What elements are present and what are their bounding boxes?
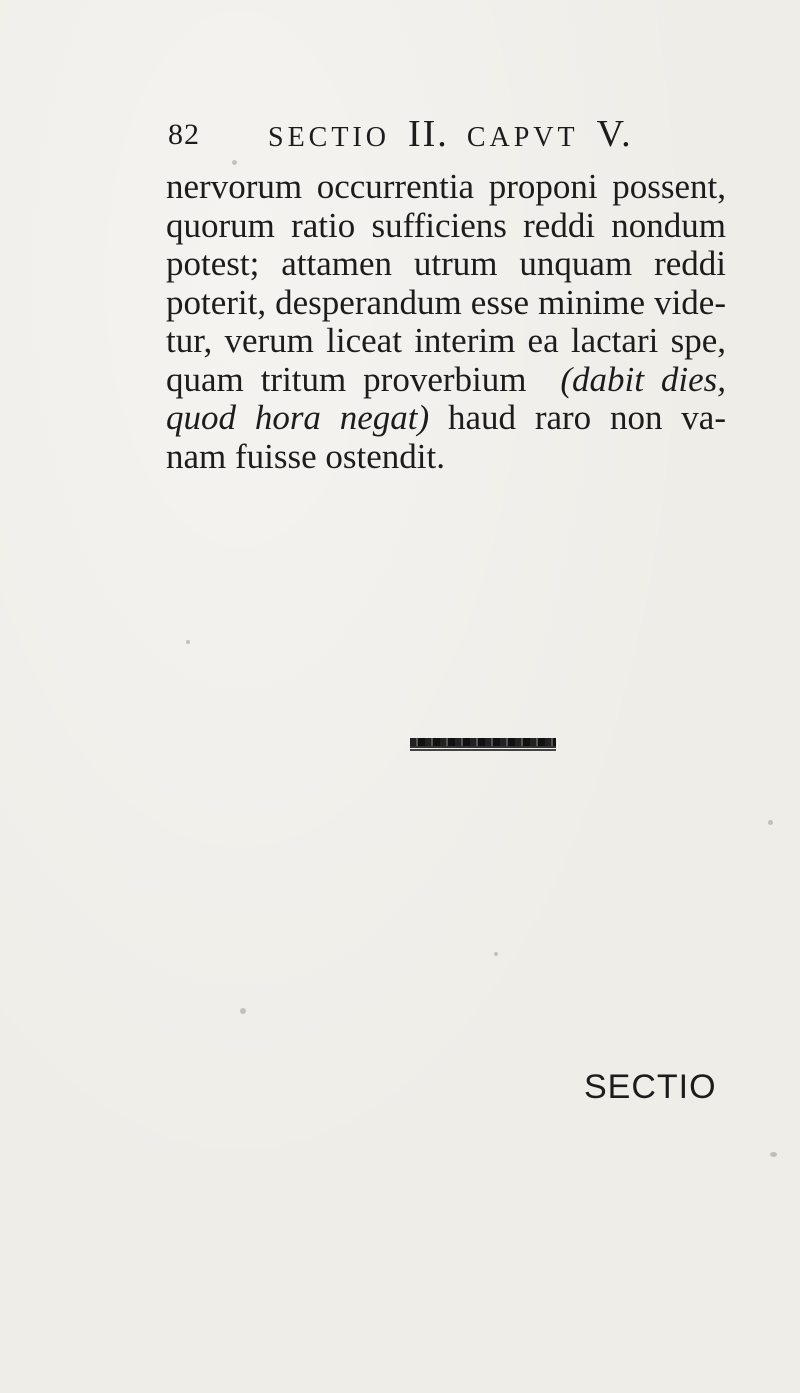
text-line: tur, verum liceat interim ea lactari spe,	[166, 321, 726, 360]
paper-speck	[232, 160, 237, 165]
text-line	[166, 361, 726, 400]
text-segment: haud raro non va-	[447, 398, 726, 437]
text-line: potest; attamen utrum unquam reddi	[166, 244, 726, 283]
chapter-word: CAPVT	[466, 122, 579, 153]
divider-rule	[410, 738, 556, 748]
body-paragraph	[166, 168, 726, 476]
text-segment: quam tritum proverbium	[166, 359, 527, 399]
italic-segment: (dabit dies,	[560, 359, 727, 399]
paper-speck	[240, 1008, 246, 1014]
text-line: poterit, desperandum esse minime vide-	[166, 282, 726, 322]
paper-speck	[186, 640, 190, 644]
section-word: SECTIO	[268, 122, 390, 153]
page-number: 82	[168, 118, 200, 151]
running-header	[168, 112, 728, 155]
text-line: quorum ratio sufficiens reddi nondum	[166, 205, 726, 245]
text-line: nervorum occurrentia proponi possent,	[166, 167, 726, 206]
paper-speck	[770, 1152, 777, 1157]
divider-rule-thin	[410, 749, 556, 751]
text-line	[166, 399, 726, 438]
chapter-number: V.	[596, 113, 633, 155]
paper-speck	[494, 952, 498, 956]
text-line: nam fuisse ostendit.	[166, 436, 445, 476]
paper-speck	[768, 820, 773, 825]
running-title	[268, 112, 633, 156]
italic-segment: quod hora negat)	[166, 398, 430, 437]
catchword: SECTIO	[584, 1068, 717, 1106]
section-number: II.	[408, 113, 449, 155]
